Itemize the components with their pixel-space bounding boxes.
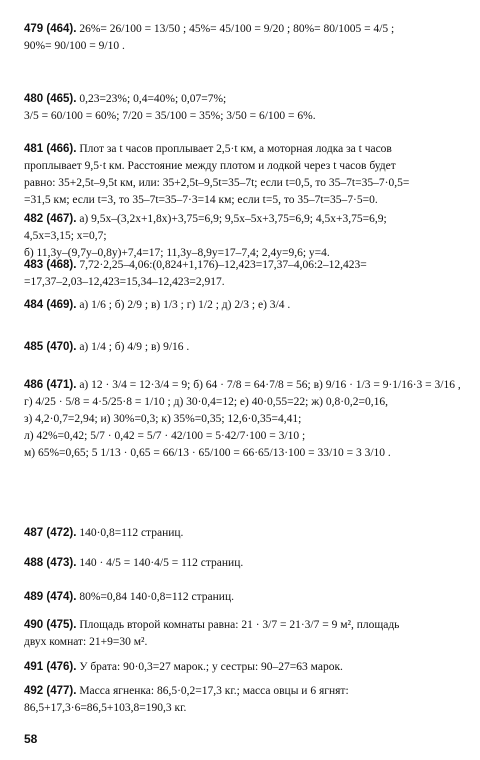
p485-text: а) 1/4 ; б) 4/9 ; в) 9/16 . — [79, 341, 190, 353]
p492-number: 492 (477). — [24, 685, 77, 697]
p479-text: 90%= 90/100 = 9/10 . — [24, 40, 125, 52]
p487-line-0 — [24, 526, 466, 541]
p483-line-0 — [24, 258, 466, 273]
p480-text: 0,23=23%; 0,4=40%; 0,07=7%; — [79, 93, 227, 105]
p488-number: 488 (473). — [24, 557, 77, 569]
p486-text: а) 12 · 3/4 = 12·3/4 = 9; б) 64 · 7/8 = 64·7/8 = 56; в) 9/16 · 1/3 = 9·1/16·3 = 3/16 , — [79, 379, 461, 391]
p483-text: =17,37–2,03–12,423=15,34–12,423=2,917. — [24, 276, 225, 288]
p488-text: 140 · 4/5 = 140·4/5 = 112 страниц. — [79, 557, 244, 569]
p490-line-0 — [24, 618, 466, 633]
p486-number: 486 (471). — [24, 379, 77, 391]
p484-line-0 — [24, 298, 466, 313]
p485-line-0 — [24, 340, 466, 355]
p490-text: двух комнат: 21+9=30 м². — [24, 636, 148, 648]
p479-number: 479 (464). — [24, 23, 77, 35]
p492-text: Масса ягненка: 86,5·0,2=17,3 кг.; масса овцы и 6 ягнят: — [79, 685, 349, 697]
p482-line-1 — [24, 229, 466, 244]
p480-line-1 — [24, 109, 466, 124]
p481-text: проплывает 9,5·t км. Расстояние между плотом и лодкой через t часов будет — [24, 160, 396, 172]
p486-text: л) 42%=0,42; 5/7 · 0,42 = 5/7 · 42/100 = 5·42/7·100 = 3/10 ; — [24, 430, 306, 442]
p481-line-3 — [24, 193, 466, 208]
p483-text: 7,72·2,25–4,06:(0,824+1,176)–12,423=17,37–4,06:2–12,423= — [79, 259, 367, 271]
p489-line-0 — [24, 590, 466, 605]
p481-text: Плот за t часов проплывает 2,5·t км, а моторная лодка за t часов — [79, 143, 392, 155]
p490-text: Площадь второй комнаты равна: 21 · 3/7 = 21·3/7 = 9 м², площадь — [79, 619, 400, 631]
p484-text: а) 1/6 ; б) 2/9 ; в) 1/3 ; г) 1/2 ; д) 2/3 ; е) 3/4 . — [79, 299, 291, 311]
p481-line-0 — [24, 142, 466, 157]
p488-line-0 — [24, 556, 466, 571]
p489-text: 80%=0,84 140·0,8=112 страниц. — [79, 591, 234, 603]
p479-line-0 — [24, 22, 466, 37]
p482-text: 4,5x=3,15; x=0,7; — [24, 230, 107, 242]
page-number: 58 — [24, 732, 38, 746]
p492-line-0 — [24, 684, 466, 699]
p484-number: 484 (469). — [24, 299, 77, 311]
p486-line-1 — [24, 395, 466, 410]
p486-text: г) 4/25 · 5/8 = 4·5/25·8 = 1/10 ; д) 30·0,4=12; е) 40·0,55=22; ж) 0,8·0,2=0,16, — [24, 396, 388, 408]
p491-text: У брата: 90·0,3=27 марок.; у сестры: 90–27=63 марок. — [79, 661, 343, 673]
p487-text: 140·0,8=112 страниц. — [79, 527, 184, 539]
p490-number: 490 (475). — [24, 619, 77, 631]
p486-text: м) 65%=0,65; 5 1/13 · 0,65 = 66/13 · 65/100 = 66·65/13·100 = 33/10 = 3 3/10 . — [24, 447, 391, 459]
p491-number: 491 (476). — [24, 661, 77, 673]
p486-line-2 — [24, 412, 466, 427]
p480-line-0 — [24, 92, 466, 107]
p480-number: 480 (465). — [24, 93, 77, 105]
p486-text: з) 4,2·0,7=2,94; и) 30%=0,3; к) 35%=0,35; 12,6·0,35=4,41; — [24, 413, 302, 425]
p486-line-3 — [24, 429, 466, 444]
p489-number: 489 (474). — [24, 591, 77, 603]
p482-text: а) 9,5x–(3,2x+1,8x)+3,75=6,9; 9,5x–5x+3,75=6,9; 4,5x+3,75=6,9; — [79, 213, 387, 225]
p486-line-0 — [24, 378, 466, 393]
p486-line-4 — [24, 446, 466, 461]
p481-line-2 — [24, 176, 466, 191]
p482-line-0 — [24, 212, 466, 227]
p487-number: 487 (472). — [24, 527, 77, 539]
p483-number: 483 (468). — [24, 259, 77, 271]
p482-number: 482 (467). — [24, 213, 77, 225]
p481-text: равно: 35+2,5t–9,5t км, или: 35+2,5t–9,5t=35–7t; если t=0,5, то 35–7t=35–7·0,5= — [24, 177, 410, 189]
p481-line-1 — [24, 159, 466, 174]
p485-number: 485 (470). — [24, 341, 77, 353]
p481-number: 481 (466). — [24, 143, 77, 155]
p492-line-1 — [24, 701, 466, 716]
p483-line-1 — [24, 275, 466, 290]
p491-line-0 — [24, 660, 466, 675]
p492-text: 86,5+17,3·6=86,5+103,8=190,3 кг. — [24, 702, 187, 714]
p490-line-1 — [24, 635, 466, 650]
p479-line-1 — [24, 39, 466, 54]
p479-text: 26%= 26/100 = 13/50 ; 45%= 45/100 = 9/20 ; 80%= 80/1005 = 4/5 ; — [79, 23, 395, 35]
p481-text: =31,5 км; если t=3, то 35–7t=35–7·3=14 км; если t=5, то 35–7t=35–7·5=0. — [24, 194, 378, 206]
p480-text: 3/5 = 60/100 = 60%; 7/20 = 35/100 = 35%; 3/50 = 6/100 = 6%. — [24, 110, 316, 122]
p482-text: б) 11,3y–(9,7y–0,8y)+7,4=17; 11,3y–8,9y=17–7,4; 2,4y=9,6; y=4. — [24, 247, 330, 259]
